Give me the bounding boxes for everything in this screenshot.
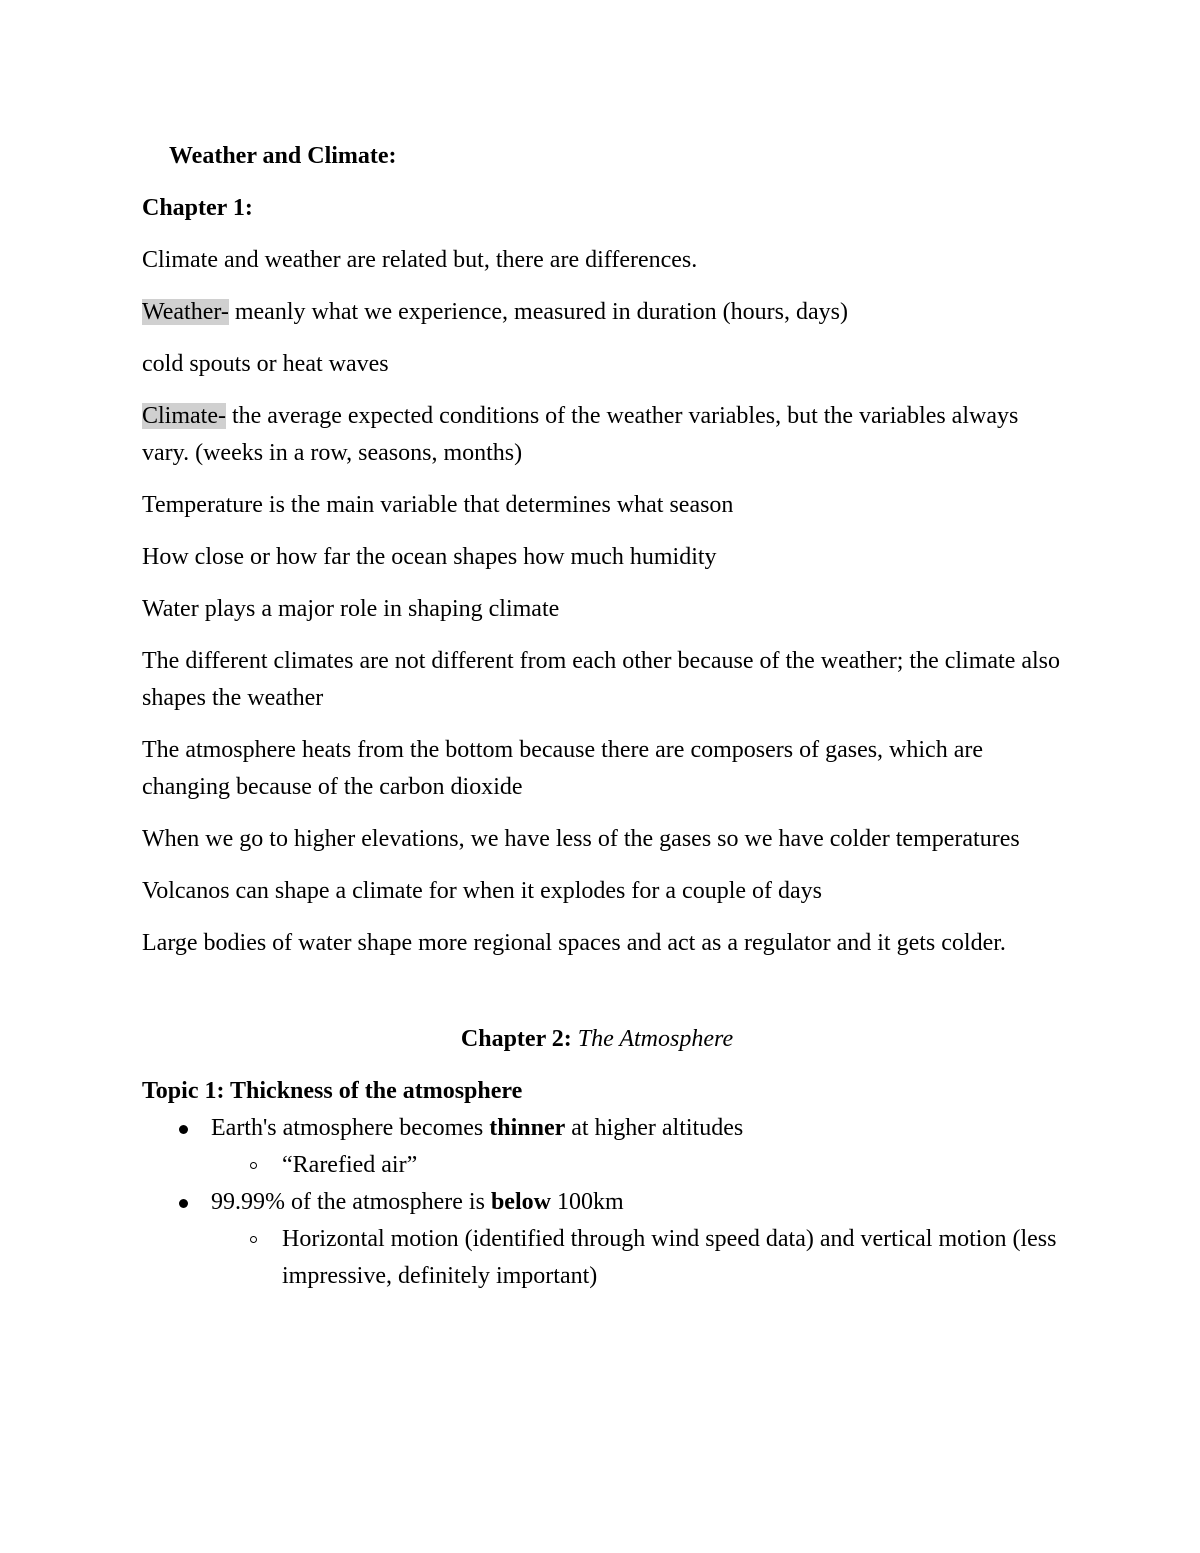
chapter-1-heading: Chapter 1:: [142, 195, 253, 221]
paragraph: When we go to higher elevations, we have less of the gases so we have colder temperatures: [142, 826, 1020, 852]
list-item-text: 100km: [550, 1189, 624, 1215]
document-title: Weather and Climate:: [169, 143, 397, 169]
weather-term-highlight: Weather-: [142, 299, 229, 325]
list-item-text: at higher altitudes: [565, 1115, 744, 1141]
paragraph: Water plays a major role in shaping climate: [142, 596, 560, 622]
bold-text: thinner: [489, 1115, 566, 1141]
sub-list: [211, 1147, 1062, 1184]
chapter-2-title: The Atmosphere: [577, 1026, 734, 1052]
paragraph: The different climates are not different from each other because of the weather; the climate also shapes the weather: [142, 648, 1061, 711]
chapter-2-heading: [142, 1021, 1062, 1058]
topic-1-heading: Topic 1: Thickness of the atmosphere: [142, 1078, 523, 1104]
climate-term-highlight: Climate-: [142, 403, 226, 429]
weather-definition-text: meanly what we experience, measured in duration (hours, days): [228, 299, 848, 325]
hollow-bullet-icon: [250, 1236, 257, 1243]
document-body: [142, 138, 1062, 1295]
sub-list-item-text: Horizontal motion (identified through wind speed data) and vertical motion (less impressive, definitely important): [282, 1226, 1057, 1289]
bullet-icon: [179, 1199, 188, 1208]
sub-list-item-text: “Rarefied air”: [282, 1152, 418, 1178]
paragraph: Climate and weather are related but, there are differences.: [142, 247, 698, 273]
list-item-text: Earth's atmosphere becomes: [211, 1115, 490, 1141]
paragraph: cold spouts or heat waves: [142, 351, 389, 377]
paragraph: Volcanos can shape a climate for when it explodes for a couple of days: [142, 878, 822, 904]
sub-list-item: [211, 1147, 1062, 1184]
climate-definition-text: the average expected conditions of the weather variables, but the variables always vary. (weeks in a row, seasons, months): [142, 403, 1019, 466]
bullet-icon: [179, 1125, 188, 1134]
paragraph: Temperature is the main variable that determines what season: [142, 492, 734, 518]
list-item-text: 99.99% of the atmosphere is: [211, 1189, 491, 1215]
bullet-list: [142, 1110, 1062, 1295]
chapter-2-label: Chapter 2:: [460, 1026, 572, 1052]
hollow-bullet-icon: [250, 1162, 257, 1169]
climate-definition: [142, 398, 1062, 472]
paragraph: The atmosphere heats from the bottom because there are composers of gases, which are changing because of the carbon dioxide: [142, 737, 984, 800]
bold-text: below: [490, 1189, 551, 1215]
weather-definition: [142, 294, 1062, 331]
paragraph: Large bodies of water shape more regional spaces and act as a regulator and it gets colder.: [142, 930, 1006, 956]
list-item: [142, 1184, 1062, 1295]
list-item: [142, 1110, 1062, 1184]
sub-list-item: [211, 1221, 1062, 1295]
paragraph: How close or how far the ocean shapes how much humidity: [142, 544, 717, 570]
sub-list: [211, 1221, 1062, 1295]
